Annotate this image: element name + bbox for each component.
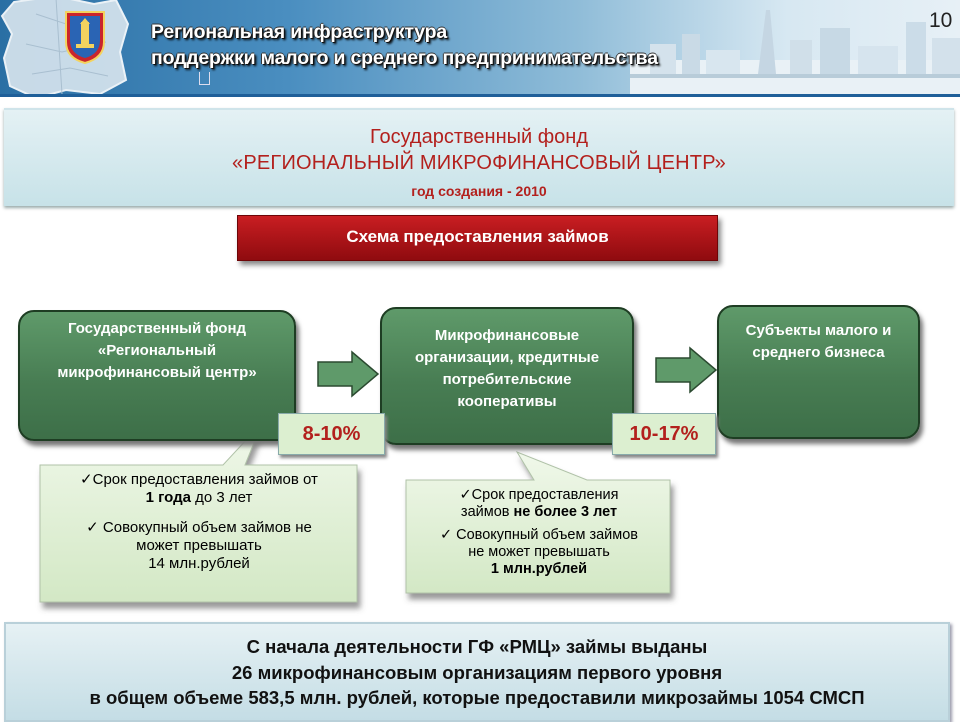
summary-line3: в общем объеме 583,5 млн. рублей, которые предоставили микрозаймы 1054 СМСП — [89, 687, 865, 708]
flow-box-smb — [717, 305, 920, 439]
callout-left-term-from: 1 года — [145, 489, 191, 506]
callout-right — [411, 487, 667, 578]
callout-right-item2-line3 — [411, 561, 667, 578]
callout-right-item1-line1: ✓Срок предоставления — [459, 487, 619, 503]
callout-right-term-prefix: займов — [460, 504, 514, 520]
rate-badge-mfo: 10-17% — [612, 413, 716, 455]
callout-right-term: не более 3 лет — [513, 504, 618, 520]
callout-right-item1-line2 — [411, 504, 667, 521]
flow-box-mfo — [380, 307, 634, 445]
page-number: 10 — [929, 9, 953, 32]
summary-line1: С начала деятельности ГФ «РМЦ» займы выданы — [246, 636, 708, 657]
callout-right-limit: 1 млн.рублей — [490, 561, 588, 577]
flow-box-smb-label: Субъекты малого и среднего бизнеса — [745, 322, 892, 361]
rate-badge-fund: 8-10% — [278, 413, 385, 455]
summary-panel — [4, 622, 950, 722]
flow-box-mfo-label: Микрофинансовые организации, кредитные потребительские кооперативы — [414, 327, 600, 410]
callout-left-item1-line1: ✓Срок предоставления займов от — [80, 471, 318, 488]
callout-left — [44, 471, 354, 573]
callout-right-item2-line1: ✓ Совокупный объем займов — [439, 527, 639, 543]
header-title-line1: Региональная инфраструктура — [151, 21, 448, 43]
callout-left-item2-line3: 14 млн.рублей — [148, 555, 250, 572]
callout-left-item2-line1: ✓ Совокупный объем займов не — [86, 519, 312, 536]
fund-type: Государственный фонд — [369, 126, 589, 148]
summary-line2: 26 микрофинансовым организациям первого уровня — [231, 662, 723, 683]
callout-left-item1-line2 — [44, 489, 354, 507]
arrow-right-icon — [316, 350, 380, 398]
fund-year: год создания - 2010 — [411, 183, 547, 199]
flow-box-fund — [18, 310, 296, 441]
flow-box-fund-label: Государственный фонд «Региональный микрофинансовый центр» — [57, 320, 257, 381]
callout-left-term-to: до 3 лет — [190, 489, 253, 506]
header-title-line2: поддержки малого и среднего предпринимательства — [151, 47, 658, 69]
callout-left-item2-line2: может превышать — [136, 537, 262, 554]
scheme-title-label: Схема предоставления займов — [346, 227, 609, 246]
arrow-right-icon — [654, 346, 718, 394]
fund-name: «РЕГИОНАЛЬНЫЙ МИКРОФИНАНСОВЫЙ ЦЕНТР» — [232, 152, 726, 174]
callout-right-item2-line2: не может превышать — [468, 544, 610, 560]
